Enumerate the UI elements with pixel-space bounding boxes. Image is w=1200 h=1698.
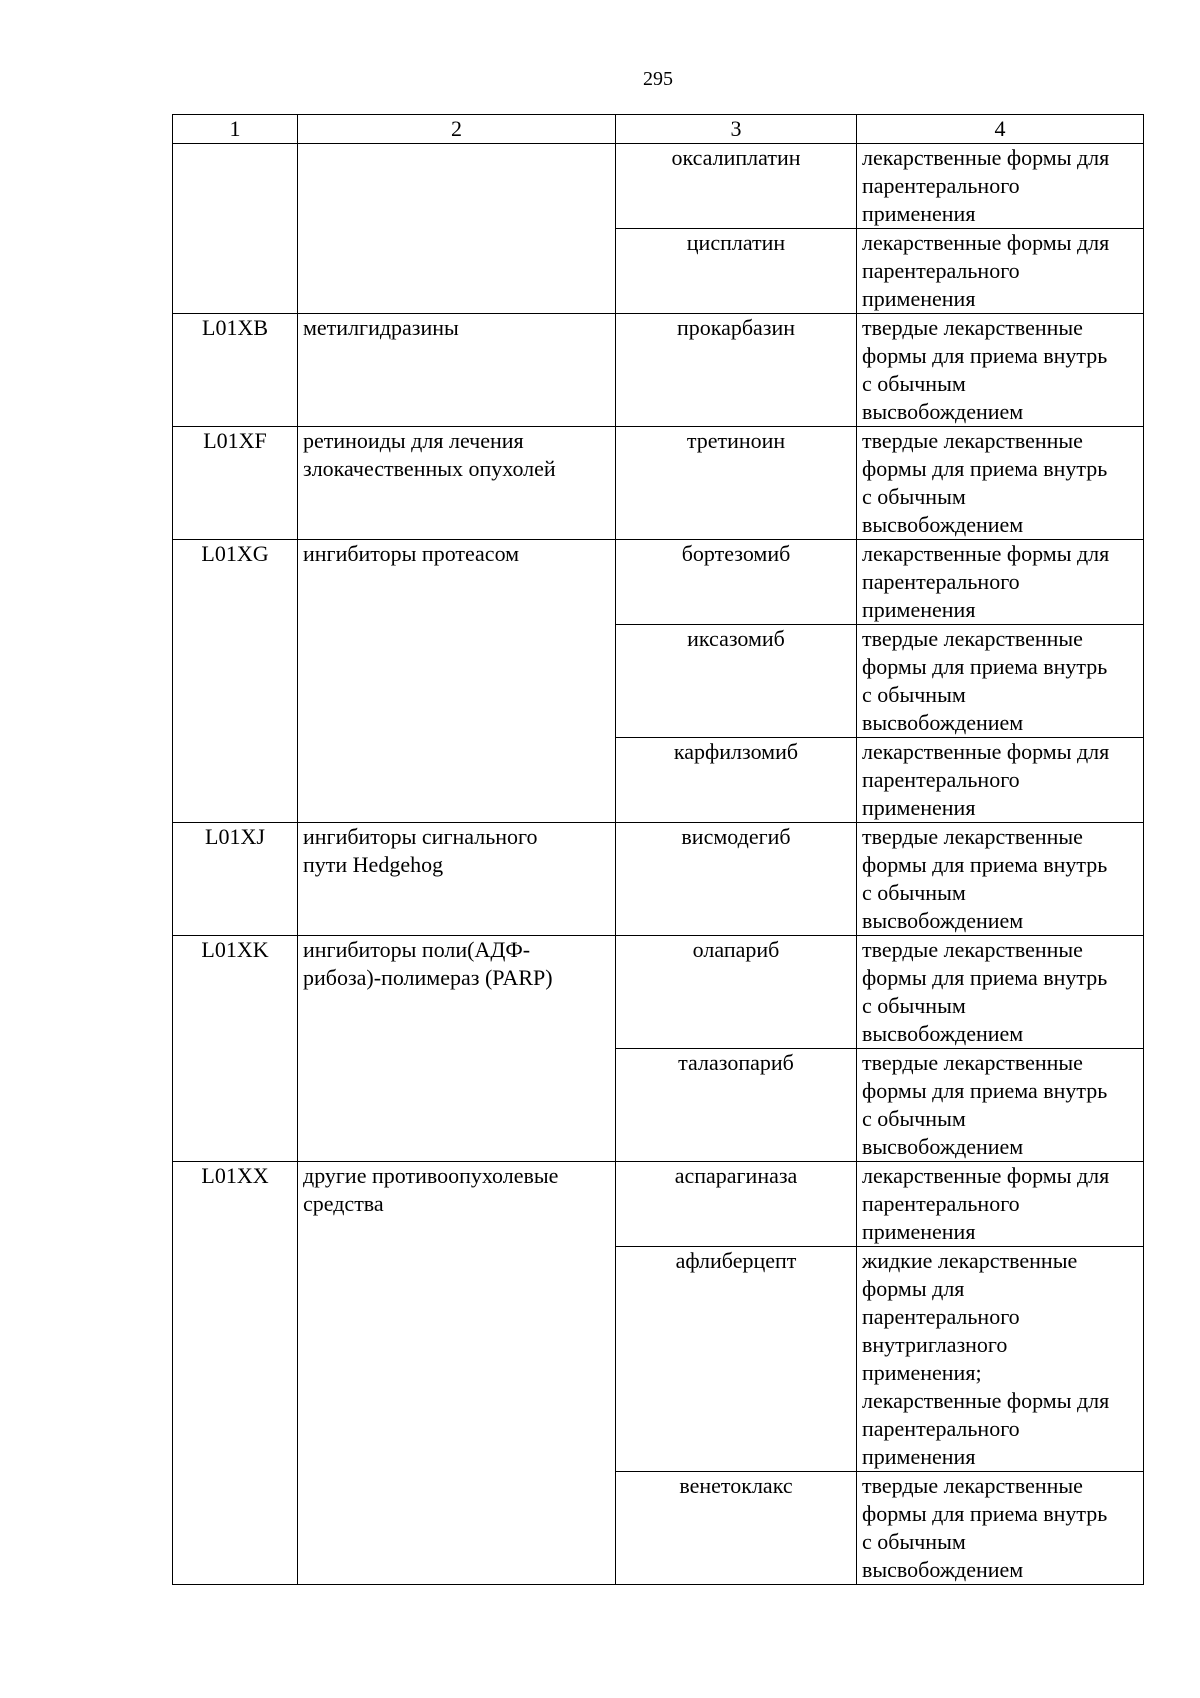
drug-name-cell: иксазомиб [616, 625, 857, 738]
drug-name-cell: третиноин [616, 427, 857, 540]
dosage-form-line: высвобождением [862, 1021, 1024, 1046]
dosage-form-line: применения [862, 286, 976, 311]
dosage-form-line: с обычным [862, 682, 966, 707]
atc-code-cell: L01XB [173, 314, 298, 427]
table-row [173, 1162, 1144, 1247]
dosage-form-line: парентерального [862, 173, 1020, 198]
drug-name-cell: цисплатин [616, 229, 857, 314]
dosage-form-line: применения [862, 1219, 976, 1244]
drug-name-cell: бортезомиб [616, 540, 857, 625]
dosage-form-cell [857, 1247, 1144, 1472]
dosage-form-line: парентерального [862, 569, 1020, 594]
dosage-form-cell [857, 936, 1144, 1049]
atc-code-cell: L01XG [173, 540, 298, 823]
dosage-form-cell [857, 625, 1144, 738]
dosage-form-line: твердые лекарственные [862, 428, 1083, 453]
dosage-form-line: парентерального [862, 1416, 1020, 1441]
group-name-line: ингибиторы протеасом [303, 541, 520, 566]
dosage-form-line: лекарственные формы для [862, 1388, 1110, 1413]
dosage-form-line: применения; [862, 1360, 982, 1385]
column-header-2: 2 [298, 115, 616, 144]
dosage-form-line: парентерального [862, 1191, 1020, 1216]
dosage-form-cell [857, 823, 1144, 936]
group-name-cell [298, 1162, 616, 1585]
drug-name-cell: венетоклакс [616, 1472, 857, 1585]
column-header-1: 1 [173, 115, 298, 144]
dosage-form-cell [857, 540, 1144, 625]
dosage-form-line: твердые лекарственные [862, 824, 1083, 849]
dosage-form-line: жидкие лекарственные [862, 1248, 1078, 1273]
dosage-form-line: формы для приема внутрь [862, 343, 1108, 368]
dosage-form-line: высвобождением [862, 1134, 1024, 1159]
dosage-form-line: твердые лекарственные [862, 315, 1083, 340]
dosage-form-line: с обычным [862, 1106, 966, 1131]
dosage-form-line: формы для приема внутрь [862, 965, 1108, 990]
dosage-form-cell [857, 314, 1144, 427]
dosage-form-line: формы для приема внутрь [862, 456, 1108, 481]
dosage-form-line: с обычным [862, 993, 966, 1018]
dosage-form-cell [857, 427, 1144, 540]
dosage-form-line: применения [862, 795, 976, 820]
dosage-form-line: парентерального [862, 1304, 1020, 1329]
group-name-cell [298, 936, 616, 1162]
dosage-form-line: формы для приема внутрь [862, 852, 1108, 877]
dosage-form-line: лекарственные формы для [862, 739, 1110, 764]
dosage-form-line: с обычным [862, 371, 966, 396]
column-header-3: 3 [616, 115, 857, 144]
dosage-form-line: формы для [862, 1276, 965, 1301]
dosage-form-line: твердые лекарственные [862, 1050, 1083, 1075]
dosage-form-cell [857, 738, 1144, 823]
dosage-form-line: твердые лекарственные [862, 937, 1083, 962]
column-header-4: 4 [857, 115, 1144, 144]
atc-code-cell: L01XF [173, 427, 298, 540]
group-name-line: другие противоопухолевые [303, 1163, 559, 1188]
dosage-form-cell [857, 1162, 1144, 1247]
dosage-form-line: с обычным [862, 484, 966, 509]
atc-code-cell: L01XJ [173, 823, 298, 936]
table-row [173, 540, 1144, 625]
drug-name-cell: прокарбазин [616, 314, 857, 427]
dosage-form-line: лекарственные формы для [862, 230, 1110, 255]
dosage-form-line: лекарственные формы для [862, 145, 1110, 170]
dosage-form-line: высвобождением [862, 512, 1024, 537]
dosage-form-line: высвобождением [862, 1557, 1024, 1582]
dosage-form-line: формы для приема внутрь [862, 1078, 1108, 1103]
dosage-form-cell [857, 144, 1144, 229]
drug-name-cell: оксалиплатин [616, 144, 857, 229]
drug-name-cell: карфилзомиб [616, 738, 857, 823]
dosage-form-line: формы для приема внутрь [862, 1501, 1108, 1526]
dosage-form-line: лекарственные формы для [862, 541, 1110, 566]
group-name-cell [298, 314, 616, 427]
dosage-form-line: с обычным [862, 880, 966, 905]
table-row [173, 936, 1144, 1049]
drug-name-cell: афлиберцепт [616, 1247, 857, 1472]
dosage-form-line: высвобождением [862, 710, 1024, 735]
group-name-line: злокачественных опухолей [303, 456, 556, 481]
table-row [173, 823, 1144, 936]
dosage-form-line: твердые лекарственные [862, 1473, 1083, 1498]
dosage-form-line: высвобождением [862, 908, 1024, 933]
table-row [173, 144, 1144, 229]
group-name-line: ретиноиды для лечения [303, 428, 524, 453]
table-header-row [173, 115, 1144, 144]
dosage-form-line: твердые лекарственные [862, 626, 1083, 651]
dosage-form-line: применения [862, 597, 976, 622]
group-name-cell [298, 144, 616, 314]
dosage-form-line: применения [862, 201, 976, 226]
group-name-line: пути Hedgehog [303, 852, 444, 877]
group-name-line: рибоза)-полимераз (PARP) [303, 965, 553, 990]
dosage-form-line: парентерального [862, 767, 1020, 792]
drug-name-cell: олапариб [616, 936, 857, 1049]
dosage-form-cell [857, 1472, 1144, 1585]
drug-name-cell: висмодегиб [616, 823, 857, 936]
group-name-cell [298, 427, 616, 540]
group-name-line: средства [303, 1191, 384, 1216]
dosage-form-cell [857, 229, 1144, 314]
dosage-form-line: внутриглазного [862, 1332, 1008, 1357]
group-name-line: метилгидразины [303, 315, 459, 340]
group-name-cell [298, 823, 616, 936]
dosage-form-line: формы для приема внутрь [862, 654, 1108, 679]
dosage-form-line: высвобождением [862, 399, 1024, 424]
group-name-line: ингибиторы сигнального [303, 824, 538, 849]
drug-name-cell: талазопариб [616, 1049, 857, 1162]
atc-code-cell: L01XK [173, 936, 298, 1162]
group-name-line: ингибиторы поли(АДФ- [303, 937, 531, 962]
drug-table [172, 114, 1144, 1585]
dosage-form-line: лекарственные формы для [862, 1163, 1110, 1188]
dosage-form-line: парентерального [862, 258, 1020, 283]
dosage-form-line: применения [862, 1444, 976, 1469]
table-row [173, 314, 1144, 427]
atc-code-cell: L01XX [173, 1162, 298, 1585]
page-number: 295 [643, 68, 673, 90]
drug-name-cell: аспарагиназа [616, 1162, 857, 1247]
group-name-cell [298, 540, 616, 823]
dosage-form-line: с обычным [862, 1529, 966, 1554]
atc-code-cell [173, 144, 298, 314]
dosage-form-cell [857, 1049, 1144, 1162]
table-row [173, 427, 1144, 540]
